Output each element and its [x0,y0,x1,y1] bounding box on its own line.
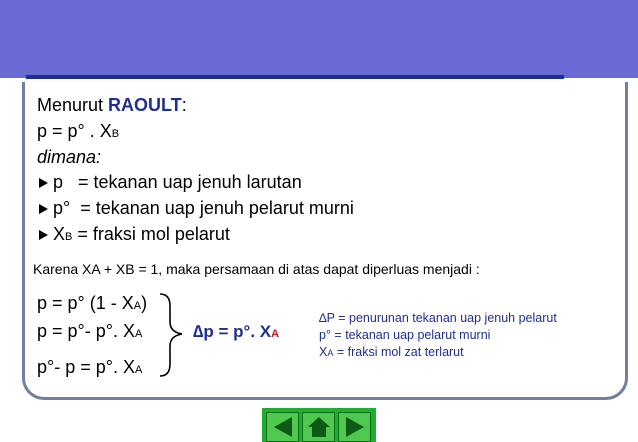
bullet-icon [37,198,49,218]
legend-xa [319,344,464,361]
dimana-label: dimana: [37,147,102,167]
bullet-text: = fraksi mol pelarut [72,224,230,244]
arrow-left-icon [271,416,295,438]
equation-text: p°- p = p°. X [37,357,135,377]
bullet-icon [37,172,49,192]
bullet-item-xb [53,223,230,248]
formula-sub: B [111,128,120,140]
bullet-symbol: p° [53,198,71,218]
equation-2 [37,320,142,345]
expansion-note: Karena XA + XB = 1, maka persamaan di atas dapat diperluas menjadi : [33,261,480,277]
delta-p-formula [193,322,279,342]
header-rule [26,75,564,79]
curly-brace-icon [156,292,186,378]
header-banner [0,0,638,78]
intro-prefix: Menurut [37,95,109,115]
equation-3 [37,356,142,381]
legend-delta-p: ∆P = penurunan tekanan uap jenuh pelarut [319,311,557,325]
home-button[interactable] [302,412,335,442]
arrow-right-icon [343,416,367,438]
raoult-formula [37,120,119,145]
next-button[interactable] [338,412,371,442]
bullet-item-p0 [53,197,354,222]
equation-text: p = p°- p°. X [37,321,135,341]
intro-suffix: : [181,95,187,115]
equation-text: p = p° (1 - X [37,293,134,313]
intro-line [37,94,187,116]
bullet-item-p [53,171,302,196]
delta-text: ∆p = p°. X [193,322,272,341]
bullet-text: = tekanan uap jenuh pelarut murni [70,198,354,218]
equation-1 [37,292,147,317]
home-icon [307,416,331,438]
bullet-icon [37,224,49,244]
previous-button[interactable] [266,412,299,442]
legend-suffix: = fraksi mol zat terlarut [333,345,464,359]
raoult-name: RAOULT [108,95,182,115]
legend-text: X [319,345,328,359]
equation-sub: A [134,364,143,376]
bullet-text: = tekanan uap jenuh larutan [63,172,302,192]
equation-sub: A [134,328,143,340]
delta-sub: A [271,328,280,340]
equation-sub: A [133,300,142,312]
formula-text: p = p° . X [37,121,112,141]
equation-suffix: ) [141,293,148,313]
legend-p0: p° = tekanan uap pelarut murni [319,328,491,342]
bullet-symbol: X [53,224,66,244]
legend-sub: A [327,348,334,358]
bullet-sub: B [65,231,73,243]
bullet-symbol: p [53,172,64,192]
